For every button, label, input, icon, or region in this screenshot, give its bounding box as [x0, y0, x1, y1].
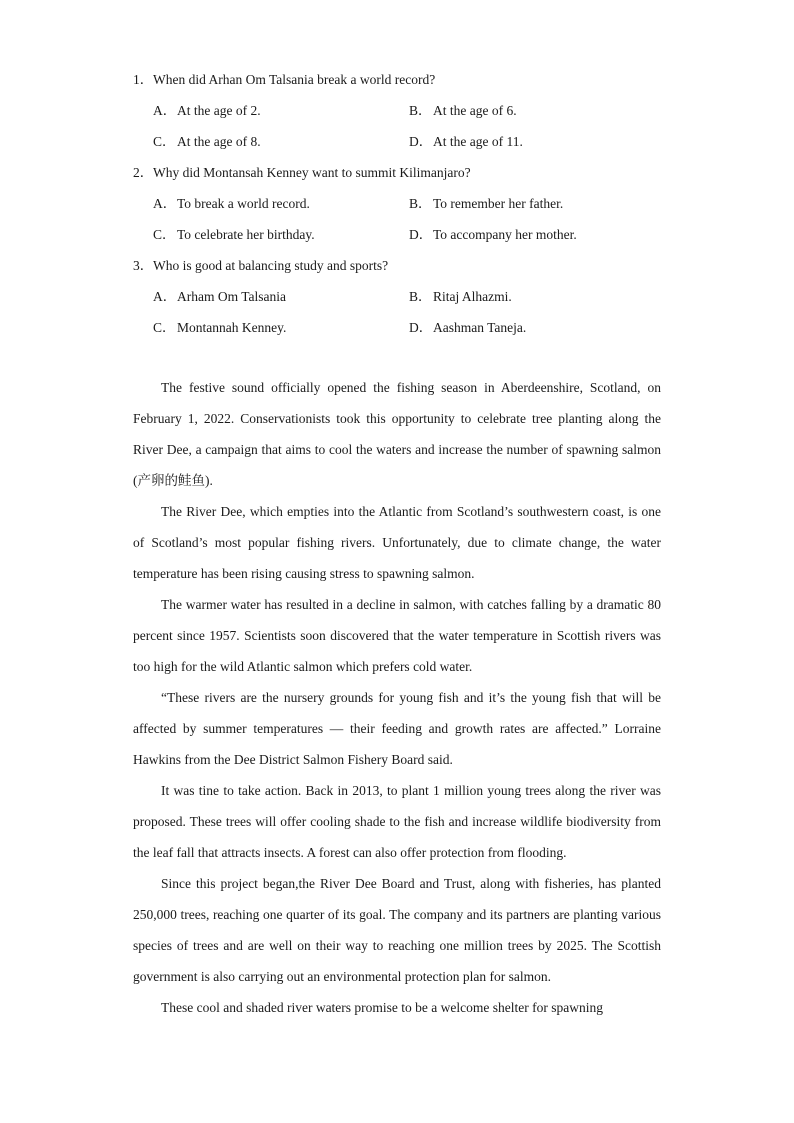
option-row — [153, 312, 663, 343]
option-letter: B． — [409, 289, 432, 304]
option-a — [153, 95, 409, 126]
reading-passage — [133, 372, 661, 1023]
option-a — [153, 281, 409, 312]
option-d — [409, 219, 663, 250]
option-letter: A． — [153, 289, 177, 304]
question-stem — [133, 157, 663, 188]
option-d — [409, 126, 663, 157]
option-b — [409, 95, 663, 126]
option-b — [409, 188, 663, 219]
question-text: Why did Montansah Kenney want to summit Kilimanjaro? — [153, 165, 471, 180]
passage-paragraph-3: The warmer water has resulted in a decline in salmon, with catches falling by a dramatic 80 percent since 1957. Scientists soon discovered that the water temperature in Scottish rivers was too high for the wild Atlantic salmon which prefers cold water. — [133, 597, 661, 674]
passage-paragraph-7: These cool and shaded river waters promise to be a welcome shelter for spawning — [161, 1000, 603, 1015]
question-stem — [133, 250, 663, 281]
option-row — [153, 281, 663, 312]
option-row — [153, 95, 663, 126]
question-2 — [133, 157, 663, 250]
option-letter: D． — [409, 227, 433, 242]
option-row — [153, 219, 663, 250]
option-letter: D． — [409, 320, 433, 335]
option-text: At the age of 2. — [177, 103, 261, 118]
option-text: At the age of 6. — [433, 103, 517, 118]
passage-paragraph-2: The River Dee, which empties into the Atlantic from Scotland’s southwestern coast, is one of Scotland’s most popular fishing rivers. Unfortunately, due to climate change, the water temperature has been rising causing stress to spawning salmon. — [133, 504, 661, 581]
option-letter: C． — [153, 227, 176, 242]
question-1 — [133, 64, 663, 157]
option-row — [153, 126, 663, 157]
option-text: To remember her father. — [433, 196, 564, 211]
question-number: 3． — [133, 258, 154, 273]
option-c — [153, 219, 409, 250]
option-text: Arham Om Talsania — [177, 289, 287, 304]
option-text: Montannah Kenney. — [177, 320, 287, 335]
question-number: 2． — [133, 165, 154, 180]
option-letter: C． — [153, 320, 176, 335]
passage-paragraph-5: It was tine to take action. Back in 2013, to plant 1 million young trees along the river was proposed. These trees will offer cooling shade to the fish and increase wildlife biodiversity from the leaf fall that attracts insects. A forest can also offer protection from flooding. — [133, 783, 661, 860]
option-row — [153, 188, 663, 219]
option-a — [153, 188, 409, 219]
option-list — [133, 281, 663, 343]
option-letter: D． — [409, 134, 433, 149]
passage-paragraph-1: The festive sound officially opened the fishing season in Aberdeenshire, Scotland, on February 1, 2022. Conservationists took this opportunity to celebrate tree planting along the River Dee, a campaign that aims to cool the waters and increase the number of spawning salmon (产卵的鲑鱼). — [133, 380, 661, 488]
option-text: Ritaj Alhazmi. — [433, 289, 512, 304]
option-letter: A． — [153, 196, 177, 211]
option-letter: A． — [153, 103, 177, 118]
option-text: To break a world record. — [177, 196, 310, 211]
option-text: To celebrate her birthday. — [177, 227, 315, 242]
option-letter: B． — [409, 103, 432, 118]
question-list — [133, 64, 663, 343]
option-letter: C． — [153, 134, 176, 149]
option-list — [133, 95, 663, 157]
option-b — [409, 281, 663, 312]
question-text: Who is good at balancing study and sports? — [153, 258, 389, 273]
option-text: At the age of 8. — [177, 134, 261, 149]
question-3 — [133, 250, 663, 343]
option-c — [153, 312, 409, 343]
option-text: To accompany her mother. — [433, 227, 577, 242]
question-number: 1． — [133, 72, 154, 87]
option-letter: B． — [409, 196, 432, 211]
question-text: When did Arhan Om Talsania break a world record? — [153, 72, 436, 87]
option-text: At the age of 11. — [433, 134, 523, 149]
option-text: Aashman Taneja. — [433, 320, 527, 335]
option-c — [153, 126, 409, 157]
passage-paragraph-4: “These rivers are the nursery grounds for young fish and it’s the young fish that will be affected by summer temperatures — their feeding and growth rates are affected.” Lorraine Hawkins from the Dee District Salmon Fishery Board said. — [133, 690, 661, 767]
passage-paragraph-6: Since this project began,the River Dee Board and Trust, along with fisheries, has planted 250,000 trees, reaching one quarter of its goal. The company and its partners are planting various species of trees and are well on their way to reaching one million trees by 2025. The Scottish government is also carrying out an environmental protection plan for salmon. — [133, 876, 661, 984]
question-stem — [133, 64, 663, 95]
option-list — [133, 188, 663, 250]
option-d — [409, 312, 663, 343]
